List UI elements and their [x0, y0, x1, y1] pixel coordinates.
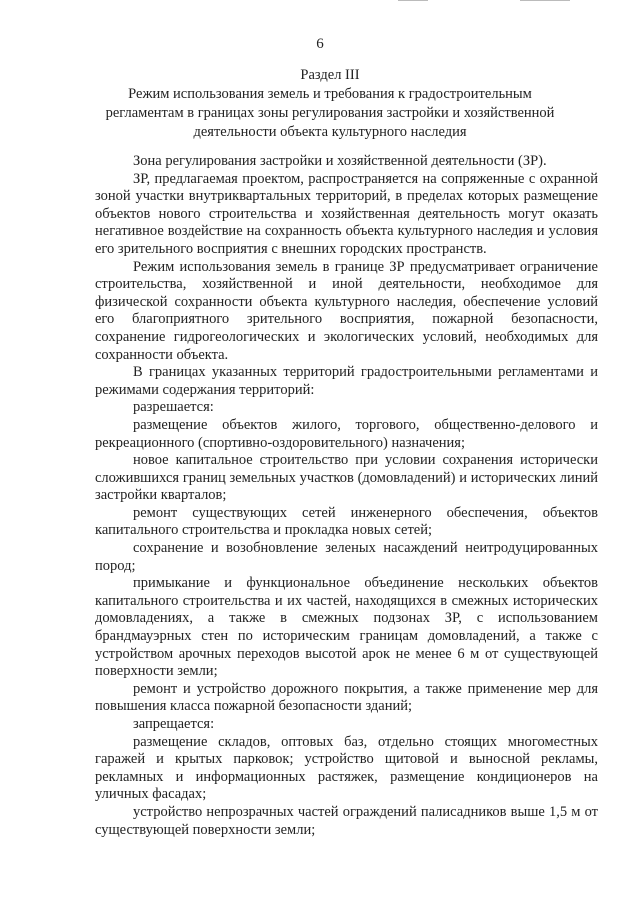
list-item: ремонт и устройство дорожного покрытия, а также применение мер для повышения класса пожарной безопасности зданий; [95, 680, 598, 715]
paragraph: ЗР, предлагаемая проектом, распространяется на сопряженные с охранной зоной участки внутриквартальных территорий, в пределах которых размещение объектов нового строительства и хозяйственная деятельность могут оказать негативное воздействие на сохранность объекта культурного наследия и условия его зрительного восприятия с внешних городских пространств. [95, 170, 598, 257]
list-item: примыкание и функциональное объединение нескольких объектов капитального строительства и их частей, находящихся в смежных исторических домовладениях, а также в смежных подзонах ЗР, с использованием брандмауэрных стен по историческим границам домовладений, а также с устройством арочных переходов высотой арок не менее 6 м от существующей поверхности земли; [95, 575, 598, 680]
page-number: 6 [316, 36, 324, 52]
list-item: размещение объектов жилого, торгового, общественно-делового и рекреационного (спортивно-оздоровительного) назначения; [95, 416, 598, 451]
scan-artifact [520, 0, 570, 1]
paragraph-forbidden-heading: запрещается: [133, 716, 215, 732]
paragraph: Зона регулирования застройки и хозяйственной деятельности (ЗР). [133, 153, 547, 169]
list-item: новое капитальное строительство при условии сохранения исторически сложившихся границ земельных участков (домовладений) и исторических линий застройки кварталов; [95, 452, 598, 504]
list-item: сохранение и возобновление зеленых насаждений неитродуцированных пород; [95, 540, 598, 574]
list-item: устройство непрозрачных частей ограждений палисадников выше 1,5 м от существующей поверхности земли; [95, 803, 598, 838]
paragraph: Режим использования земель в границе ЗР предусматривает ограничение строительства, хозяйственной и иной деятельности, необходимое для физической сохранности объекта культурного наследия, обеспечение условий его благоприятного зрительного восприятия, пожарной безопасности, сохранение гидрогеологических и экологических условий, необходимых для сохранности объекта. [95, 258, 598, 363]
list-item: ремонт существующих сетей инженерного обеспечения, объектов капитального строительства и прокладка новых сетей; [95, 504, 598, 539]
section-heading [90, 66, 570, 142]
paragraph: В границах указанных территорий градостроительными регламентами и режимами содержания территорий: [95, 364, 598, 398]
section-title: Раздел III [300, 67, 360, 83]
scan-artifact [398, 0, 428, 1]
list-item: размещение складов, оптовых баз, отдельно стоящих многоместных гаражей и крытых парковок; устройство щитовой и выносной рекламы, рекламных и информационных растяжек, размещение кондиционеров на уличных фасадах; [95, 733, 598, 803]
paragraph-allowed-heading: разрешается: [133, 399, 214, 416]
document-body [95, 153, 598, 839]
section-subtitle: Режим использования земель и требования к градостроительным регламентам в границах зоны регулирования застройки и хозяйственной деятельности объекта культурного наследия [105, 86, 555, 140]
